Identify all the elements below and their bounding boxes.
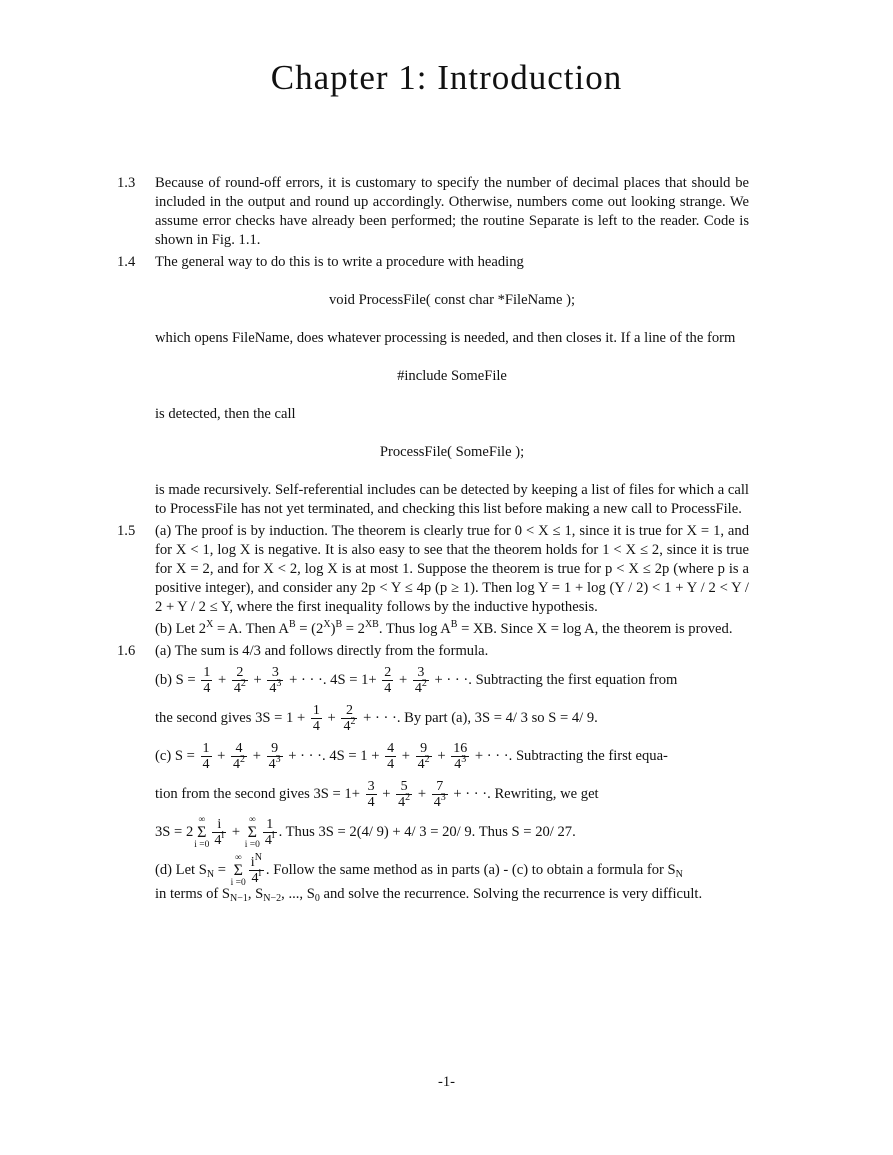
text-run: (b) S = — [155, 672, 196, 688]
summation — [194, 815, 209, 850]
summation — [245, 815, 260, 850]
denominator — [267, 678, 283, 697]
numerator: 5 — [396, 779, 412, 795]
base: 4 — [269, 681, 277, 697]
ellipsis: · · · — [465, 786, 488, 802]
exponent: 2 — [424, 754, 430, 766]
denominator — [249, 868, 264, 887]
subscript: 0 — [314, 893, 320, 904]
exponent: 3 — [276, 678, 282, 690]
superscript: B — [288, 619, 296, 630]
text-run: = XB. Since X = log A, the theorem is proved. — [457, 621, 733, 637]
superscript: B — [450, 619, 458, 630]
sigma-symbol: Σ — [247, 824, 257, 842]
exercise-text: The general way to do this is to write a procedure with heading — [155, 254, 524, 270]
text-run: . Thus log A — [378, 621, 451, 637]
numerator: 1 — [263, 817, 277, 833]
lower-limit: i =0 — [244, 840, 260, 851]
base: 4 — [233, 757, 241, 773]
base: 4 — [251, 871, 259, 887]
numerator: 7 — [432, 779, 448, 795]
text-run: (d) Let S — [155, 862, 207, 878]
text-run: . Subtracting the first equa- — [508, 748, 668, 764]
denominator: 4 — [384, 681, 392, 697]
numerator: 1 — [202, 741, 210, 757]
fraction — [263, 817, 277, 848]
fraction — [396, 779, 412, 810]
operator: + — [252, 748, 261, 764]
numerator: 16 — [453, 741, 468, 757]
fraction — [201, 741, 212, 772]
exercise-number: 1.4 — [117, 254, 136, 270]
fraction — [231, 741, 247, 772]
denominator — [232, 678, 248, 697]
numerator: 2 — [384, 665, 392, 681]
numerator: 9 — [416, 741, 432, 757]
operator: + — [217, 748, 226, 764]
sigma-symbol: Σ — [197, 824, 207, 842]
operator: + — [363, 710, 372, 726]
lower-limit: i =0 — [194, 840, 210, 851]
fraction — [201, 665, 212, 696]
operator: + — [382, 786, 391, 802]
fraction — [341, 703, 357, 734]
subscript: N−2 — [263, 893, 282, 904]
text-run: tion from the second gives 3S = 1+ — [155, 786, 360, 802]
exponent: 3 — [275, 754, 281, 766]
operator: + — [401, 748, 410, 764]
text-run: . Thus 3S = 2(4/ 9) + 4/ 3 = 20/ 9. Thus S = 20/ 27. — [278, 824, 576, 840]
operator: + — [453, 786, 462, 802]
operator: + — [327, 710, 336, 726]
chapter-title: Chapter 1: Introduction — [270, 58, 623, 97]
text-run: and solve the recurrence. Solving the recurrence is very difficult. — [319, 886, 703, 902]
exponent: i — [271, 830, 275, 842]
code-line: void ProcessFile( const char *FileName ); — [328, 292, 575, 308]
operator: + — [417, 786, 427, 802]
ellipsis: · · · — [446, 672, 469, 688]
operator: + — [289, 672, 298, 688]
exercise-number: 1.3 — [117, 175, 136, 191]
summation — [231, 853, 246, 888]
base: 4 — [214, 833, 222, 849]
fraction — [382, 665, 393, 696]
text-run: the second gives 3S = 1 + — [155, 710, 306, 726]
numerator: 2 — [232, 665, 248, 681]
ellipsis: · · · — [300, 672, 323, 688]
exercise-text: is detected, then the call — [155, 406, 296, 422]
fraction — [416, 741, 432, 772]
sigma-symbol: Σ — [233, 862, 243, 880]
exercise-solutions — [117, 174, 749, 904]
numerator: 4 — [231, 741, 247, 757]
numerator: 2 — [341, 703, 357, 719]
numerator — [249, 852, 264, 871]
exponent: 2 — [240, 754, 246, 766]
text-run: . By part (a), 3S = 4/ 3 so S = 4/ 9. — [396, 710, 598, 726]
part-c-equation-3 — [155, 813, 749, 851]
operator: + — [398, 672, 408, 688]
part-d-equation — [155, 851, 749, 889]
part-d-text — [155, 885, 749, 904]
base: 4 — [264, 833, 272, 849]
numerator: 3 — [413, 665, 429, 681]
base: 4 — [233, 681, 241, 697]
exponent: N — [254, 852, 262, 864]
base: 4 — [398, 795, 406, 811]
upper-limit: ∞ — [198, 815, 206, 826]
superscript: X — [323, 619, 331, 630]
exponent: 3 — [440, 792, 446, 804]
text-run: . Rewriting, we get — [487, 786, 599, 802]
fraction — [212, 817, 226, 848]
exponent: 3 — [461, 754, 467, 766]
denominator — [212, 830, 226, 849]
part-b-equation-2 — [155, 699, 749, 737]
operator: + — [434, 672, 443, 688]
text-run: . 4S = 1 + — [322, 748, 380, 764]
fraction — [311, 703, 322, 734]
exponent: 2 — [350, 716, 356, 728]
fraction — [413, 665, 429, 696]
numerator: 1 — [312, 703, 320, 719]
denominator — [263, 830, 277, 849]
numerator: 3 — [267, 665, 283, 681]
subscript: N — [675, 869, 683, 880]
superscript: B — [335, 619, 343, 630]
part-c-equation — [155, 737, 749, 775]
text-run: = 2 — [342, 621, 365, 637]
denominator — [451, 754, 469, 773]
text-run: . Follow the same method as in parts (a) - (c) to obtain a formula for S — [265, 862, 676, 878]
exercise-1-5 — [117, 522, 749, 639]
part-b-text — [155, 620, 749, 639]
exercise-text: which opens FileName, does whatever processing is needed, and then closes it. If a line of the form — [155, 330, 736, 346]
text-run: = A. Then A — [213, 621, 289, 637]
upper-limit: ∞ — [248, 815, 256, 826]
part-c-equation-2 — [155, 775, 749, 813]
subscript: N−1 — [230, 893, 248, 904]
lower-limit: i =0 — [230, 878, 246, 889]
denominator — [231, 754, 247, 773]
denominator: 4 — [387, 757, 395, 773]
fraction — [267, 665, 283, 696]
code-line: ProcessFile( SomeFile ); — [379, 444, 525, 460]
exponent: i — [258, 868, 262, 880]
exponent: 2 — [421, 678, 427, 690]
ellipsis: · · · — [300, 748, 323, 764]
operator: = — [217, 862, 227, 878]
denominator — [341, 716, 357, 735]
text-run: . Subtracting the first equation from — [468, 672, 678, 688]
numerator: 1 — [203, 665, 211, 681]
fraction — [232, 665, 248, 696]
text-run: , ..., S — [281, 886, 315, 902]
exponent: 2 — [240, 678, 246, 690]
exponent: 2 — [405, 792, 411, 804]
operator: + — [288, 748, 297, 764]
text-run: = (2 — [295, 621, 324, 637]
fraction — [385, 741, 396, 772]
denominator — [413, 678, 429, 697]
operator: + — [253, 672, 262, 688]
base: 4 — [417, 757, 425, 773]
denominator — [396, 792, 412, 811]
fraction — [366, 779, 377, 810]
numerator: 9 — [267, 741, 283, 757]
numerator: 4 — [387, 741, 395, 757]
denominator — [416, 754, 432, 773]
denominator: 4 — [202, 757, 210, 773]
page-number: -1- — [437, 1074, 456, 1090]
exercise-text: is made recursively. Self-referential includes can be detected by keeping a list of files for which a call to ProcessFile has not yet terminated, and checking this list before making a new call to ProcessFile. — [155, 482, 749, 517]
superscript: XB — [364, 619, 379, 630]
denominator: 4 — [312, 719, 320, 735]
operator: + — [217, 672, 227, 688]
ellipsis: · · · — [374, 710, 397, 726]
base: 4 — [454, 757, 462, 773]
text-run: 3S = 2 — [155, 824, 194, 840]
fraction — [432, 779, 448, 810]
base: 4 — [433, 795, 441, 811]
exercise-text: Because of round-off errors, it is customary to specify the number of decimal places that should be included in the output and round up accordingly. Otherwise, numbers come out looking strange. We assume error checks have already been performed; the routine Separate is left to the reader. Code is shown in Fig. 1.1. — [155, 175, 749, 248]
numerator: 3 — [367, 779, 375, 795]
exercise-1-4 — [117, 253, 749, 519]
ellipsis: · · · — [486, 748, 509, 764]
text-run: ) — [330, 621, 336, 637]
base: 4 — [414, 681, 422, 697]
denominator: 4 — [367, 795, 375, 811]
numerator: i — [212, 817, 226, 833]
text-run: . 4S = 1+ — [322, 672, 377, 688]
base: i — [250, 855, 255, 871]
exercise-number: 1.6 — [117, 643, 136, 659]
code-line: #include SomeFile — [397, 368, 507, 384]
operator: + — [437, 748, 446, 764]
superscript: X — [206, 619, 214, 630]
text-run: , S — [247, 886, 264, 902]
base: 4 — [343, 719, 351, 735]
text-run: (c) S = — [155, 748, 195, 764]
upper-limit: ∞ — [234, 853, 242, 864]
exercise-number: 1.5 — [117, 523, 136, 539]
part-a-text: (a) The proof is by induction. The theorem is clearly true for 0 < X ≤ 1, since it is true for X = 1, and for X < 1, log X is negative. It is also easy to see that the theorem holds for 1 < X ≤ 2, since it is true for X = 2, and for X < 2, log X is at most 1. Suppose the theorem is true for p < X ≤ 2p (where p is a positive integer), and consider any 2p < Y ≤ 4p (p ≥ 1). Then log Y = 1 + log (Y / 2) < 1 + Y / 2 < Y / 2 + Y / 2 ≤ Y, where the first inequality follows by the inductive hypothesis. — [155, 523, 749, 615]
fraction — [451, 741, 469, 772]
operator: + — [231, 824, 241, 840]
text-run: in terms of S — [155, 886, 230, 902]
denominator — [432, 792, 448, 811]
part-b-equation — [155, 661, 749, 699]
subscript: N — [206, 869, 215, 880]
exponent: i — [221, 830, 225, 842]
base: 4 — [268, 757, 276, 773]
operator: + — [474, 748, 484, 764]
part-a-text: (a) The sum is 4/3 and follows directly from the formula. — [155, 643, 489, 659]
exercise-1-6 — [117, 642, 749, 904]
denominator: 4 — [203, 681, 211, 697]
denominator — [267, 754, 283, 773]
text-run: (b) Let 2 — [155, 621, 207, 637]
fraction — [267, 741, 283, 772]
exercise-1-3 — [117, 174, 749, 250]
fraction — [249, 852, 264, 887]
